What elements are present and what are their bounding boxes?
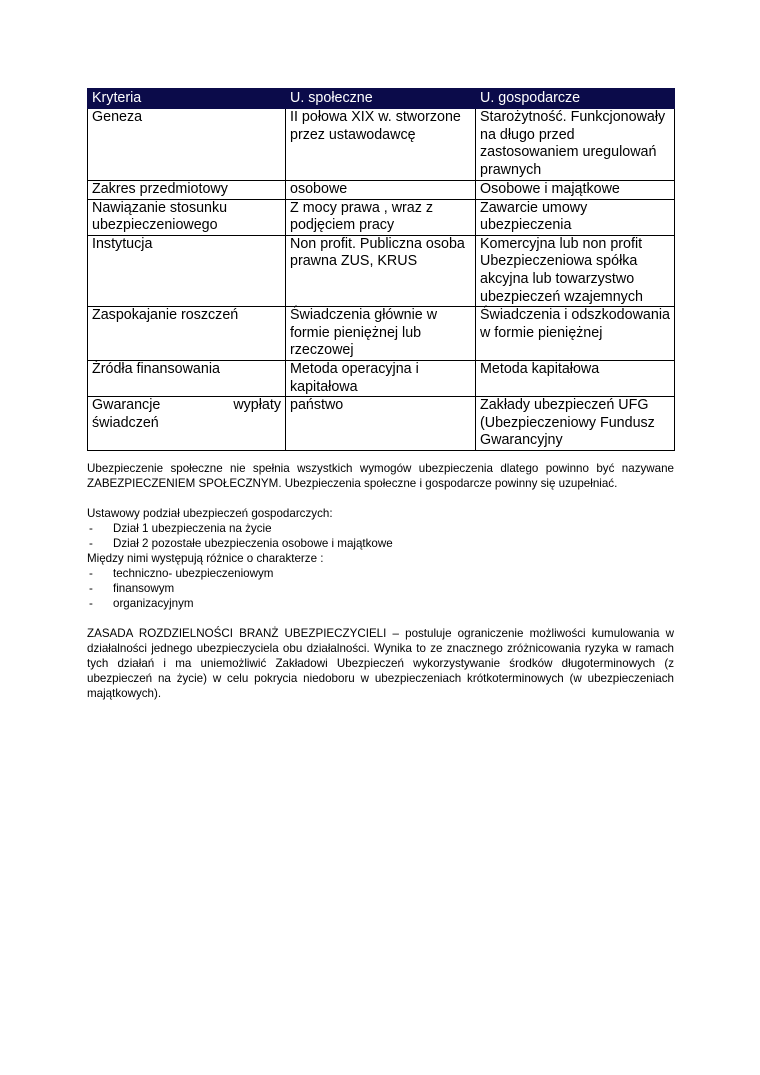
list-item-text: finansowym (113, 581, 175, 595)
table-cell: Osobowe i majątkowe (476, 181, 675, 200)
dash-bullet: - (89, 536, 93, 550)
table-cell: państwo (286, 397, 476, 451)
table-header-cell: U. społeczne (286, 89, 476, 109)
table-cell: Źródła finansowania (88, 360, 286, 396)
table-cell: Świadczenia i odszkodowania w formie pieniężnej (476, 307, 675, 361)
table-cell-word: Gwarancje (92, 397, 161, 414)
table-cell-word: wypłaty (233, 397, 281, 414)
table-cell: Metoda kapitałowa (476, 360, 675, 396)
paragraph-separation-principle: ZASADA ROZDZIELNOŚCI BRANŻ UBEZPIECZYCIELI – postuluje ograniczenie możliwości kumulowania w działalności jednego ubezpieczyciela obu działalności. Wynika to ze znacznego zróżnicowania ryzyka w ramach tych działań i ma uniemożliwić Zakładowi Ubezpieczeń wykorzystywanie środków długoterminowych (z ubezpieczeń na życie) w celu pokrycia niedoboru w ubezpieczeniach krótkoterminowych (w ubezpieczeniach majątkowych). (87, 626, 674, 700)
table-row (88, 235, 675, 306)
table-row (88, 360, 675, 396)
table-cell: Zakres przedmiotowy (88, 181, 286, 200)
table-cell: Geneza (88, 109, 286, 181)
table-cell: Nawiązanie stosunku ubezpieczeniowego (88, 199, 286, 235)
dash-bullet: - (89, 596, 93, 610)
table-row (88, 307, 675, 361)
list-item-text: techniczno- ubezpieczeniowym (113, 566, 274, 580)
table-row (88, 109, 675, 181)
table-header-cell: U. gospodarcze (476, 89, 675, 109)
differences-intro: Między nimi występują różnice o charakterze : (87, 551, 324, 565)
dash-bullet: - (89, 566, 93, 580)
table-header-row (88, 89, 675, 109)
list-item (87, 521, 674, 536)
table-cell: Zawarcie umowy ubezpieczenia (476, 199, 675, 235)
list-item (87, 596, 674, 611)
table-cell-word: świadczeń (92, 414, 159, 431)
body-text (87, 461, 674, 701)
list-item-text: Dział 1 ubezpieczenia na życie (113, 521, 272, 535)
table-cell: Świadczenia głównie w formie pieniężnej lub rzeczowej (286, 307, 476, 361)
division-list (87, 521, 674, 551)
division-intro: Ustawowy podział ubezpieczeń gospodarczych: (87, 506, 333, 520)
dash-bullet: - (89, 521, 93, 535)
differences-list (87, 566, 674, 611)
comparison-table (87, 88, 675, 451)
table-cell: II połowa XIX w. stworzone przez ustawodawcę (286, 109, 476, 181)
table-cell: osobowe (286, 181, 476, 200)
justified-line (92, 397, 281, 415)
table-cell: Instytucja (88, 235, 286, 306)
table-cell: Komercyjna lub non profit Ubezpieczeniowa spółka akcyjna lub towarzystwo ubezpieczeń wzajemnych (476, 235, 675, 306)
list-item-text: Dział 2 pozostałe ubezpieczenia osobowe i majątkowe (113, 536, 393, 550)
table-cell: Starożytność. Funkcjonowały na długo przed zastosowaniem uregulowań prawnych (476, 109, 675, 181)
table-row (88, 199, 675, 235)
dash-bullet: - (89, 581, 93, 595)
table-cell: Zakłady ubezpieczeń UFG (Ubezpieczeniowy Fundusz Gwarancyjny (476, 397, 675, 451)
table-cell: Non profit. Publiczna osoba prawna ZUS, KRUS (286, 235, 476, 306)
table-cell (88, 397, 286, 451)
table-row (88, 181, 675, 200)
list-item-text: organizacyjnym (113, 596, 194, 610)
document-page (87, 88, 674, 701)
list-item (87, 536, 674, 551)
table-cell: Zaspokajanie roszczeń (88, 307, 286, 361)
table-row (88, 397, 675, 451)
table-cell: Metoda operacyjna i kapitałowa (286, 360, 476, 396)
list-item (87, 581, 674, 596)
spacer (87, 611, 674, 626)
list-item (87, 566, 674, 581)
table-cell: Z mocy prawa , wraz z podjęciem pracy (286, 199, 476, 235)
paragraph-social-insurance: Ubezpieczenie społeczne nie spełnia wszystkich wymogów ubezpieczenia dlatego powinno być nazywane ZABEZPIECZENIEM SPOŁECZNYM. Ubezpieczenia społeczne i gospodarcze powinny się uzupełniać. (87, 461, 674, 490)
table-header-cell: Kryteria (88, 89, 286, 109)
